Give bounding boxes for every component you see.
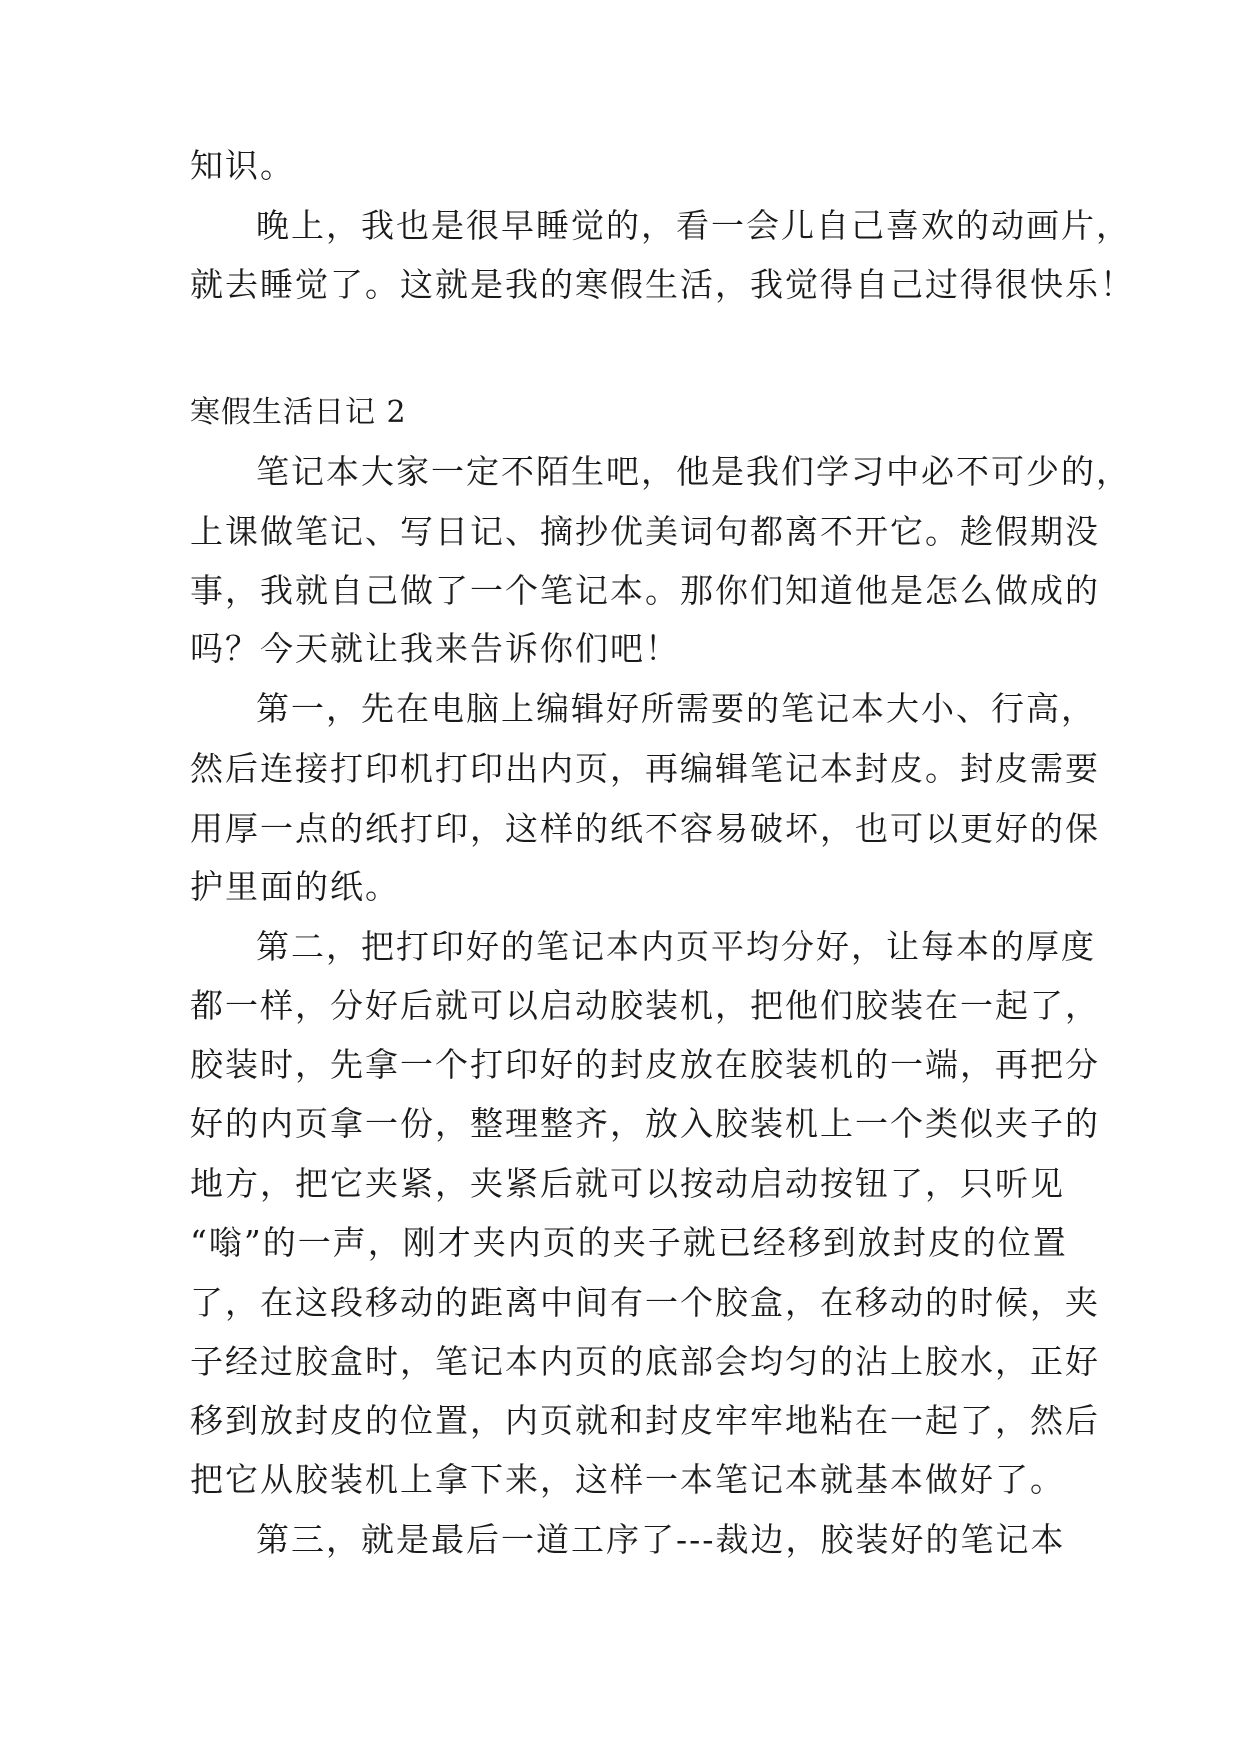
text-line: 上课做笔记、写日记、摘抄优美词句都离不开它。趁假期没 <box>190 512 1100 551</box>
text-line: 知识。 <box>190 146 295 185</box>
text-line: 移到放封皮的位置，内页就和封皮牢牢地粘在一起了，然后 <box>190 1401 1100 1440</box>
text-line: 晚上，我也是很早睡觉的，看一会儿自己喜欢的动画片， <box>256 206 1131 245</box>
text-line: 笔记本大家一定不陌生吧，他是我们学习中必不可少的， <box>256 452 1131 491</box>
text-line: 然后连接打印机打印出内页，再编辑笔记本封皮。封皮需要 <box>190 749 1100 788</box>
text-line: 了，在这段移动的距离中间有一个胶盒，在移动的时候，夹 <box>190 1283 1100 1322</box>
text-line: 第三，就是最后一道工序了---裁边，胶装好的笔记本 <box>256 1520 1066 1559</box>
text-line: 胶装时，先拿一个打印好的封皮放在胶装机的一端，再把分 <box>190 1045 1100 1084</box>
text-line: 事，我就自己做了一个笔记本。那你们知道他是怎么做成的 <box>190 571 1100 610</box>
text-line: 就去睡觉了。这就是我的寒假生活，我觉得自己过得很快乐！ <box>190 265 1135 304</box>
text-line: 子经过胶盒时，笔记本内页的底部会均匀的沾上胶水，正好 <box>190 1342 1100 1381</box>
text-line: 都一样，分好后就可以启动胶装机，把他们胶装在一起了， <box>190 986 1100 1025</box>
text-line: 用厚一点的纸打印，这样的纸不容易破坏，也可以更好的保 <box>190 809 1100 848</box>
text-line: 好的内页拿一份，整理整齐，放入胶装机上一个类似夹子的 <box>190 1104 1100 1143</box>
text-line: 护里面的纸。 <box>190 867 400 906</box>
text-line: 第二，把打印好的笔记本内页平均分好，让每本的厚度 <box>256 927 1096 966</box>
text-line: 第一，先在电脑上编辑好所需要的笔记本大小、行高， <box>256 689 1096 728</box>
section-heading: 寒假生活日记 2 <box>190 395 407 430</box>
text-line: 把它从胶装机上拿下来，这样一本笔记本就基本做好了。 <box>190 1460 1065 1499</box>
text-line: 吗？今天就让我来告诉你们吧！ <box>190 629 680 668</box>
text-line: 地方，把它夹紧，夹紧后就可以按动启动按钮了，只听见 <box>190 1164 1065 1203</box>
text-line: “嗡”的一声，刚才夹内页的夹子就已经移到放封皮的位置 <box>190 1223 1068 1262</box>
